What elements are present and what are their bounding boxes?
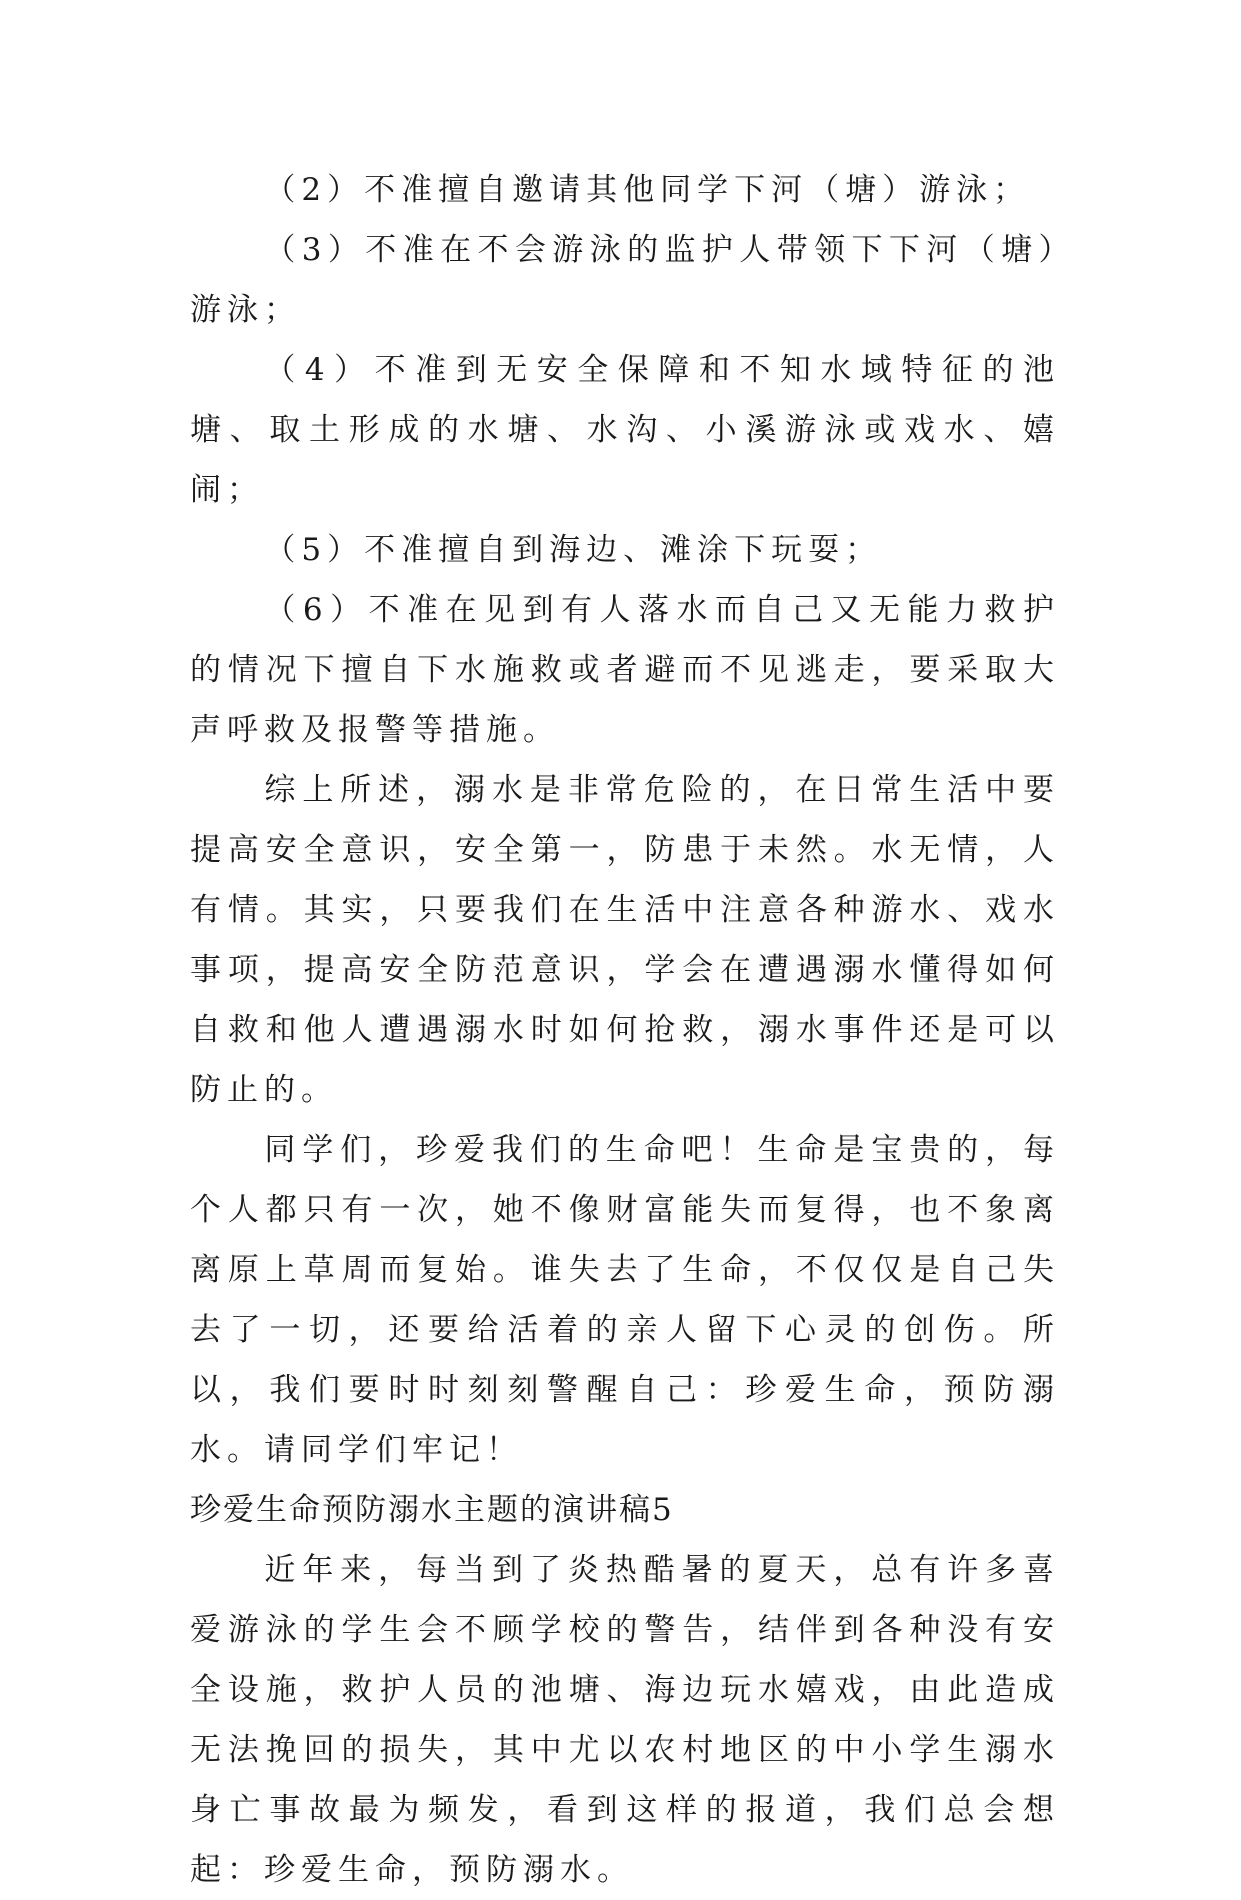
document-page: [190, 160, 1060, 1900]
speech-5-title: 珍爱生命预防溺水主题的演讲稿5: [190, 1492, 674, 1528]
rule-6-paragraph: （6）不准在见到有人落水而自己又无能力救护的情况下擅自下水施救或者避而不见逃走，要采取大声呼救及报警等措施。: [190, 592, 1060, 748]
speech-5-intro-paragraph: 近年来，每当到了炎热酷暑的夏天，总有许多喜爱游泳的学生会不顾学校的警告，结伴到各种没有安全设施，救护人员的池塘、海边玩水嬉戏，由此造成无法挽回的损失，其中尤以农村地区的中小学生溺水身亡事故最为频发，看到这样的报道，我们总会想起：珍爱生命，预防溺水。: [190, 1552, 1060, 1888]
rule-3-paragraph: （3）不准在不会游泳的监护人带领下下河（塘）游泳；: [190, 232, 1060, 328]
rule-4-paragraph: （4）不准到无安全保障和不知水域特征的池塘、取土形成的水塘、水沟、小溪游泳或戏水、嬉闹；: [190, 352, 1060, 508]
closing-paragraph: 同学们，珍爱我们的生命吧！生命是宝贵的，每个人都只有一次，她不像财富能失而复得，也不象离离原上草周而复始。谁失去了生命，不仅仅是自己失去了一切，还要给活着的亲人留下心灵的创伤。所以，我们要时时刻刻警醒自己：珍爱生命，预防溺水。请同学们牢记！: [190, 1132, 1060, 1468]
summary-paragraph: 综上所述，溺水是非常危险的，在日常生活中要提高安全意识，安全第一，防患于未然。水无情，人有情。其实，只要我们在生活中注意各种游水、戏水事项，提高安全防范意识，学会在遭遇溺水懂得如何自救和他人遭遇溺水时如何抢救，溺水事件还是可以防止的。: [190, 772, 1060, 1108]
rule-2-paragraph: （2）不准擅自邀请其他同学下河（塘）游泳；: [264, 172, 1031, 208]
rule-5-paragraph: （5）不准擅自到海边、滩涂下玩耍；: [264, 532, 883, 568]
